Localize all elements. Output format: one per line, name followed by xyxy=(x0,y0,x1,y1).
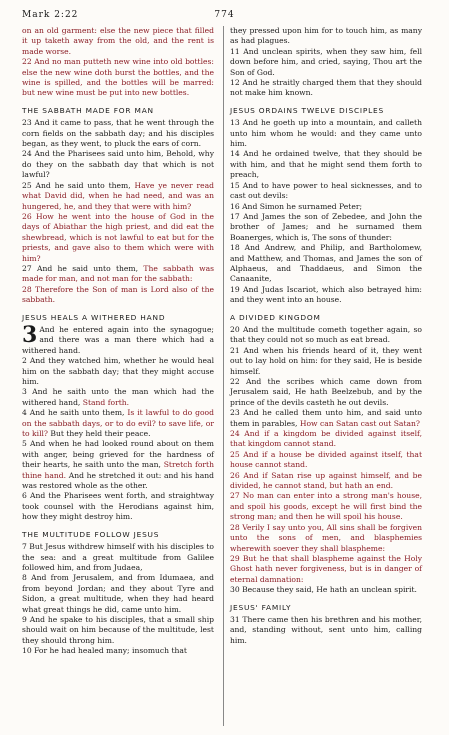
verse xyxy=(230,585,422,595)
words-of-jesus: How can Satan cast out Satan? xyxy=(299,418,420,428)
verse-text: 5 And when he had looked round about on them with anger, being grieved for the hardness of their hearts, he saith unto the man, xyxy=(22,439,214,470)
words-of-jesus: 28 Verily I say unto you, All sins shall be forgiven unto the sons of men, and blasphemies wherewith soever they shall blaspheme: xyxy=(230,522,422,553)
verse-text: 30 Because they said, He hath an unclean spirit. xyxy=(230,585,417,595)
verse-text: 16 And Simon he surnamed Peter; xyxy=(230,201,363,211)
verse xyxy=(230,202,422,212)
verse-text: But they held their peace. xyxy=(48,429,151,439)
words-of-jesus: Is it lawful to do good on the sabbath days, or to do evil? to save life, or to kill? xyxy=(22,408,214,439)
running-header xyxy=(22,10,427,24)
verse xyxy=(22,181,214,212)
verse-text: 9 And he spake to his disciples, that a small ship should wait on him because of the multitude, lest they should throng him. xyxy=(22,614,214,645)
verse xyxy=(230,118,422,149)
verse xyxy=(22,149,214,180)
verse xyxy=(22,356,214,387)
verse xyxy=(22,615,214,646)
section-heading: THE SABBATH MADE FOR MAN xyxy=(22,105,154,115)
verse xyxy=(22,573,214,615)
words-of-jesus: Stand forth. xyxy=(82,397,130,407)
verse xyxy=(230,181,422,202)
verse-text: 15 And to have power to heal sicknesses, and to cast out devils: xyxy=(230,180,422,201)
section-heading: A DIVIDED KINGDOM xyxy=(230,312,321,322)
page-number: 774 xyxy=(214,10,235,20)
verse xyxy=(230,346,422,377)
verse xyxy=(230,408,422,429)
verse-text: 6 And the Pharisees went forth, and straightway took counsel with the Herodians against him, how they might destroy him. xyxy=(22,491,214,522)
verse xyxy=(22,26,214,57)
verse-text: 7 But Jesus withdrew himself with his disciples to the sea: and a great multitude from Galilee followed him, and from Judaea, xyxy=(22,542,214,572)
section-heading: JESUS ORDAINS TWELVE DISCIPLES xyxy=(230,105,385,115)
words-of-jesus: 26 And if Satan rise up against himself, and be divided, he cannot stand, but hath an end. xyxy=(230,470,422,491)
verse-text: 23 And it came to pass, that he went through the corn fields on the sabbath day; and his disciples began, as they went, to pluck the ears of corn. xyxy=(22,118,214,149)
verse xyxy=(230,429,422,450)
verse-text: And he stretched it out: and his hand was restored whole as the other. xyxy=(22,470,214,491)
section-heading: JESUS' FAMILY xyxy=(230,602,292,612)
verse-text: 13 And he goeth up into a mountain, and calleth unto him whom he would: and they came unto him. xyxy=(230,118,422,149)
verse-text: 12 And he straitly charged them that they should not make him known. xyxy=(230,78,422,98)
verse-text: 3 And he saith unto the man which had the withered hand, xyxy=(22,387,214,407)
words-of-jesus: 26 How he went into the house of God in the days of Abiathar the high priest, and did eat the shewbread, which is not lawful to eat but for the priests, and gave also to them which were with him? xyxy=(22,211,214,263)
verse xyxy=(22,57,214,99)
verse xyxy=(230,491,422,522)
verse xyxy=(22,285,214,306)
verse-text: 31 There came then his brethren and his mother, and, standing without, sent unto him, calling him. xyxy=(230,614,422,645)
verse-text: 17 And James the son of Zebedee, and John the brother of James; and he surnamed them Boanerges, which is, The sons of thunder: xyxy=(230,211,422,242)
words-of-jesus: 25 And if a house be divided against itself, that house cannot stand. xyxy=(230,449,422,470)
verse xyxy=(230,325,422,346)
verse-text: 25 And he said unto them, xyxy=(22,180,135,190)
verse-text: 2 And they watched him, whether he would heal him on the sabbath day; that they might accuse him. xyxy=(22,356,214,386)
verse-text: 19 And Judas Iscariot, which also betrayed him: and they went into an house. xyxy=(230,284,422,305)
verse-text: 23 And he called them unto him, and said unto them in parables, xyxy=(230,408,422,428)
words-of-jesus: Stretch forth thine hand. xyxy=(22,460,214,480)
verse xyxy=(230,471,422,492)
words-of-jesus: 27 No man can enter into a strong man's house, and spoil his goods, except he will first bind the strong man; and then he will spoil his house. xyxy=(230,491,422,522)
section-heading: JESUS HEALS A WITHERED HAND xyxy=(22,312,166,322)
verse xyxy=(22,439,214,491)
chapter-reference: Mark 2:22 xyxy=(22,10,79,20)
verse-text: 22 And the scribes which came down from Jerusalem said, He hath Beelzebub, and by the prince of the devils casteth he out devils. xyxy=(230,377,422,407)
verse xyxy=(230,149,422,180)
verse xyxy=(230,285,422,306)
verse xyxy=(22,408,214,439)
verse-text: 10 For he had healed many; insomuch that xyxy=(22,646,187,656)
verse xyxy=(22,264,214,285)
left-column xyxy=(22,26,214,657)
verse-text: 27 And he said unto them, xyxy=(22,263,144,273)
verse xyxy=(230,554,422,585)
verse-text: they pressed upon him for to touch him, as many as had plagues. xyxy=(230,26,422,46)
verse xyxy=(22,118,214,149)
verse xyxy=(22,212,214,264)
verse-text: 20 And the multitude cometh together again, so that they could not so much as eat bread. xyxy=(230,324,422,345)
verse-text: 21 And when his friends heard of it, they went out to lay hold on him: for they said, He is beside himself. xyxy=(230,345,422,376)
verse xyxy=(22,491,214,522)
verse-text: 14 And he ordained twelve, that they should be with him, and that he might send them forth to preach, xyxy=(230,149,422,180)
verse xyxy=(230,47,422,78)
verse xyxy=(230,243,422,285)
verse xyxy=(22,542,214,573)
verse xyxy=(22,646,214,656)
verse-text: 8 And from Jerusalem, and from Idumaea, and from beyond Jordan; and they about Tyre and Sidon, a great multitude, when they had heard what great things he did, came unto him. xyxy=(22,573,214,614)
verse-text: And he entered again into the synagogue; and there was a man there which had a withered hand. xyxy=(22,324,214,355)
section-heading: THE MULTITUDE FOLLOW JESUS xyxy=(22,529,160,539)
right-column xyxy=(230,26,422,646)
verse-text: 4 And he saith unto them, xyxy=(22,408,128,418)
verse xyxy=(230,450,422,471)
verse xyxy=(230,212,422,243)
verse xyxy=(230,377,422,408)
verse xyxy=(230,615,422,646)
words-of-jesus: 22 And no man putteth new wine into old bottles: else the new wine doth burst the bottles, and the wine is spilled, and the bottles will be marred: but new wine must be put into new bottles. xyxy=(22,57,214,98)
words-of-jesus: Have ye never read what David did, when he had need, and was an hungered, he, and they that were with him? xyxy=(22,180,214,211)
verse xyxy=(22,387,214,408)
words-of-jesus: 29 But he that shall blaspheme against the Holy Ghost hath never forgiveness, but is in danger of eternal damnation: xyxy=(230,553,422,584)
verse-text: 24 And the Pharisees said unto him, Behold, why do they on the sabbath day that which is not lawful? xyxy=(22,149,214,180)
verse xyxy=(230,523,422,554)
column-divider xyxy=(223,26,224,726)
verse xyxy=(230,26,422,47)
words-of-jesus: on an old garment: else the new piece that filled it up taketh away from the old, and the rent is made worse. xyxy=(22,26,214,56)
chapter-number: 3 xyxy=(22,321,38,348)
verse xyxy=(230,78,422,99)
verse-text: 11 And unclean spirits, when they saw him, fell down before him, and cried, saying, Thou art the Son of God. xyxy=(230,46,422,77)
verse xyxy=(22,321,214,356)
words-of-jesus: 24 And if a kingdom be divided against itself, that kingdom cannot stand. xyxy=(230,429,422,449)
verse-text: 18 And Andrew, and Philip, and Bartholomew, and Matthew, and Thomas, and James the son of Alphaeus, and Thaddaeus, and Simon the Canaanite, xyxy=(230,243,422,284)
words-of-jesus: The sabbath was made for man, and not man for the sabbath: xyxy=(22,263,215,284)
words-of-jesus: 28 Therefore the Son of man is Lord also of the sabbath. xyxy=(22,284,214,305)
